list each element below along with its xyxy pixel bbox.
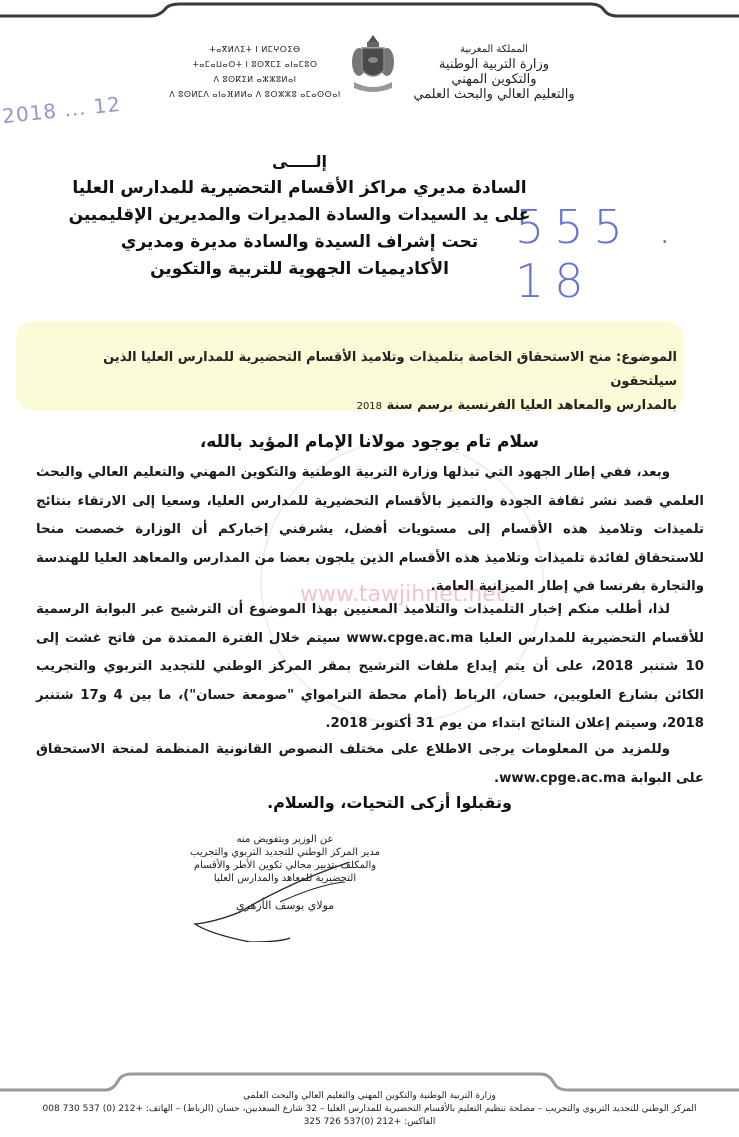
letterhead-arabic [399,42,589,102]
body-paragraph-1 [36,459,704,602]
subject-line-2: بالمدارس والمعاهد العليا الفرنسية برسم سنة [386,398,677,413]
body-paragraph-2 [36,596,704,739]
body-paragraph-3 [36,736,704,793]
paragraph-text: وللمزيد من المعلومات يرجى الاطلاع على مختلف النصوص القانونية المنظمة لمنحة الاستحقاق على البوابة www.cpge.ac.ma. [36,742,704,786]
footer-ministry: وزارة التربية الوطنية والتكوين المهني والتعليم العالي والبحث العلمي [243,1091,496,1101]
reference-number-stamp: 555 . 18 [515,200,683,308]
handwritten-signature [180,862,380,942]
kingdom-label: المملكة المغربية [460,44,528,55]
ministry-line-1: وزارة التربية الوطنية [438,57,550,72]
footer-address: المركز الوطني للتجديد التربوي والتجريب – مصلحة تنظيم التعليم بالأقسام التحضيرية للمدارس العليا – 32 شارع السعديين، حسان (الرباط) – الهاتف: +212 (0) 537 730 008 [42,1104,697,1114]
closing-line: وتقبلوا أزكى التحيات، والسلام. [267,793,512,812]
signature-line: عن الوزير وبتفويض منه [236,834,334,845]
subject-label: الموضوع: [616,350,677,365]
date-stamp: 2018 ... 12 [1,91,123,129]
ministry-line-3: والتعليم العالي والبحث العلمي [413,87,575,102]
tifinagh-line-1: ⵜⴰⴳⵍⴷⵉⵜ ⵏ ⵍⵎⵖⵔⵉⴱ [209,45,301,54]
addressee-line: الأكاديميات الجهوية للتربية والتكوين [150,259,449,279]
addressee-line: تحت إشراف السيدة والسادة مديرة ومديري [120,232,479,252]
signatory-name: مولاي يوسف الأزهري [235,899,335,912]
coat-of-arms-icon [350,32,396,98]
addressee-line: السادة مديري مراكز الأقسام التحضيرية للمدارس العليا [72,178,527,198]
footer-fax: الفاكس: +212 (0)537 726 325 [303,1117,436,1127]
tifinagh-line-2: ⵜⴰⵎⴰⵡⴰⵙⵜ ⵏ ⵓⵙⴳⵎⵉ ⴰⵏⴰⵎⵓⵔ [192,60,318,69]
subject-line-1: منح الاستحقاق الخاصة بتلميذات وتلاميذ الأقسام التحضيرية للمدارس العليا الذين سيلتحقون [103,350,677,389]
tifinagh-line-4: ⴷ ⵓⵙⵍⵎⴷ ⴰⵏⴰⴼⵍⵍⴰ ⴷ ⵓⵔⵣⵣⵓ ⴰⵎⴰⵙⵙⴰⵏ [169,90,341,99]
tifinagh-line-3: ⴷ ⵓⵙⴽⵉⵍ ⴰⵣⵣⵓⵍⴰⵏ [213,75,297,84]
signature-line: والمكلف بتدبير مجالي تكوين الأطر والأقسام [193,860,377,871]
salutation: سلام تام بوجود مولانا الإمام المؤيد بالله، [199,432,540,452]
top-border-rule [0,0,739,30]
letterhead-tifinagh [165,42,345,102]
ministry-line-2: والتكوين المهني [451,72,537,87]
addressee-block [0,148,739,283]
addressee-line: على يد السيدات والسادة المديرات والمديرين الإقليميين [68,205,531,225]
signature-line: مدير المركز الوطني للتجديد التربوي والتجريب [190,847,380,858]
signature-line: التحضيرية للمعاهد والمدارس العليا [213,873,357,884]
subject-text [57,346,677,419]
footer [0,1090,739,1129]
paragraph-text: لذا، أطلب منكم إخبار التلميذات والتلاميذ المعنيين بهذا الموضوع أن الترشيح عبر البوابة الرسمية للأقسام التحضيرية للمدارس العليا www.cpge.ac.ma سيتم خلال الفترة الممتدة من فاتح غشت إلى 10 شتنبر 2018، على أن يتم إيداع ملفات الترشيح بمقر المركز الوطني للتجديد التربوي والتجريب الكائن بشارع العلويين، حسان، الرباط (أمام محطة الترامواي "صومعة حسان")، ما بين 4 و17 شتنبر 2018، وسيتم إعلان النتائج ابتداء من يوم 31 أكتوبر 2018. [36,602,704,731]
paragraph-text: وبعد، ففي إطار الجهود التي تبذلها وزارة التربية الوطنية والتكوين المهني والتعليم العالي والبحث العلمي قصد نشر ثقافة الجودة والتميز بالأقسام التحضيرية للمدارس العليا، وسعيا إلى الارتقاء بنتائج تلميذات وتلاميذ هذه الأقسام إلى مستويات أفضل، يشرفني إخباركم أن الوزارة خصصت منحا للاستحقاق لفائدة تلميذات وتلاميذ هذه الأقسام الذين يلجون بعضا من المدارس والمعاهد العليا للهندسة والتجارة بفرنسا في إطار الميزانية العامة. [36,465,704,594]
watermark-text: www.tawjihnet.net [300,582,505,607]
addressee-to: إلـــــى [271,152,328,171]
subject-year: 2018 [356,401,383,412]
